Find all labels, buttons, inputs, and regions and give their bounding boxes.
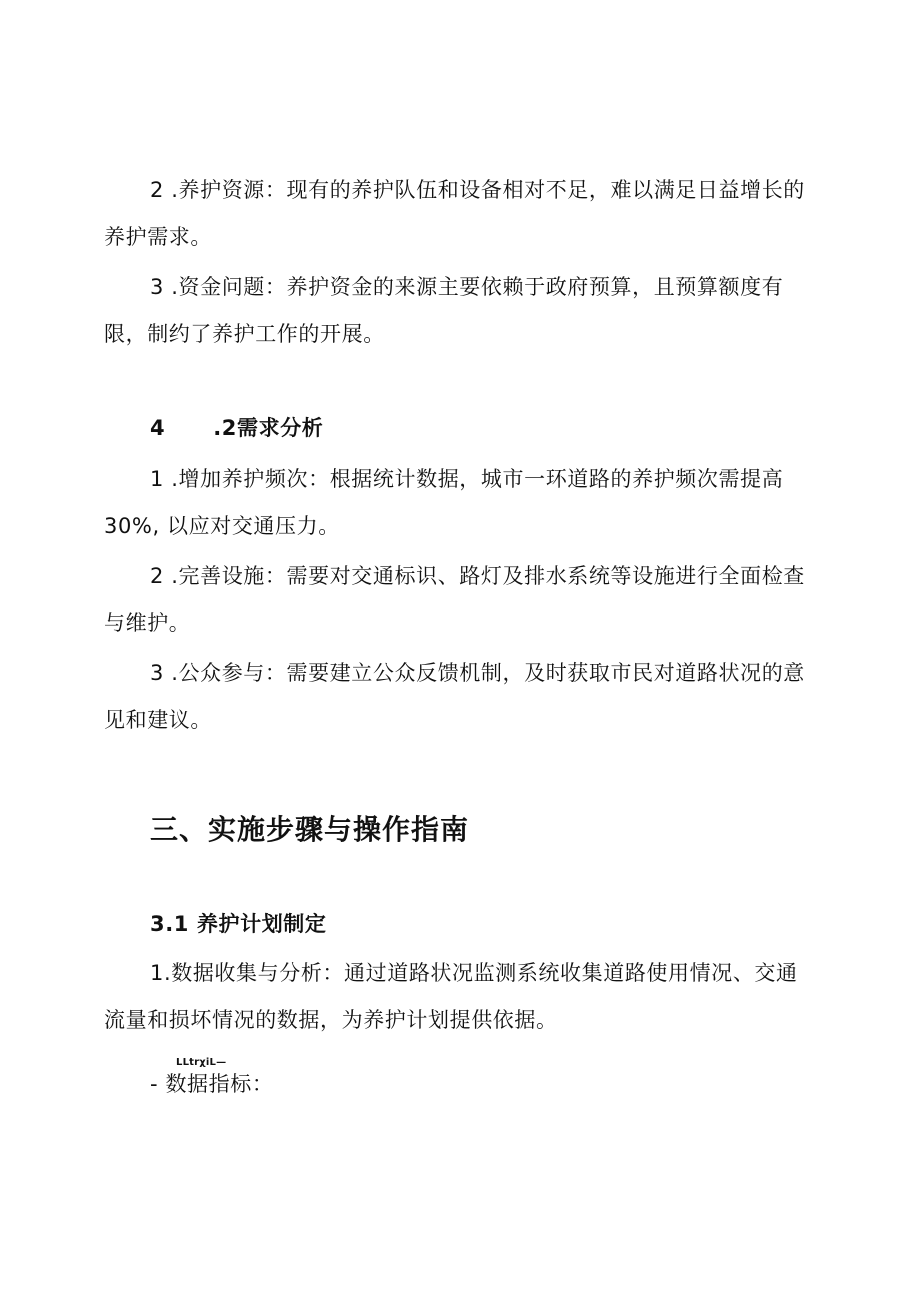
section-heading-implementation: 三、实施步骤与操作指南 [150, 813, 470, 846]
bullet-data-metrics: - 数据指标： [150, 1072, 274, 1096]
scan-artifact-text: LLtrχiL— [176, 1057, 227, 1068]
list-item-frequency-line1: 1 .增加养护频次：根据统计数据，城市一环道路的养护频次需提高 [150, 467, 784, 491]
subsection-heading-number: 4 [150, 416, 166, 440]
list-item-public-line1: 3 .公众参与：需要建立公众反馈机制，及时获取市民对道路状况的意 [150, 661, 805, 685]
list-item-public-line2: 见和建议。 [104, 708, 212, 732]
list-item-frequency-line2: 30%, 以应对交通压力。 [104, 514, 340, 538]
list-item-funding-line2: 限，制约了养护工作的开展。 [104, 322, 385, 346]
list-item-data-collection-line2: 流量和损坏情况的数据，为养护计划提供依据。 [104, 1008, 558, 1032]
subsection-heading-plan: 3.1 养护计划制定 [150, 912, 327, 936]
list-item-resources-line1: 2 .养护资源：现有的养护队伍和设备相对不足，难以满足日益增长的 [150, 178, 805, 202]
list-item-resources-line2: 养护需求。 [104, 225, 212, 249]
list-item-funding-line1: 3 .资金问题：养护资金的来源主要依赖于政府预算，且预算额度有 [150, 275, 784, 299]
list-item-facilities-line1: 2 .完善设施：需要对交通标识、路灯及排水系统等设施进行全面检查 [150, 564, 805, 588]
list-item-facilities-line2: 与维护。 [104, 611, 191, 635]
list-item-data-collection-line1: 1.数据收集与分析：通过道路状况监测系统收集道路使用情况、交通 [150, 961, 798, 985]
subsection-heading-title: .2需求分析 [213, 416, 324, 440]
subsection-heading-demand-analysis [150, 413, 323, 443]
